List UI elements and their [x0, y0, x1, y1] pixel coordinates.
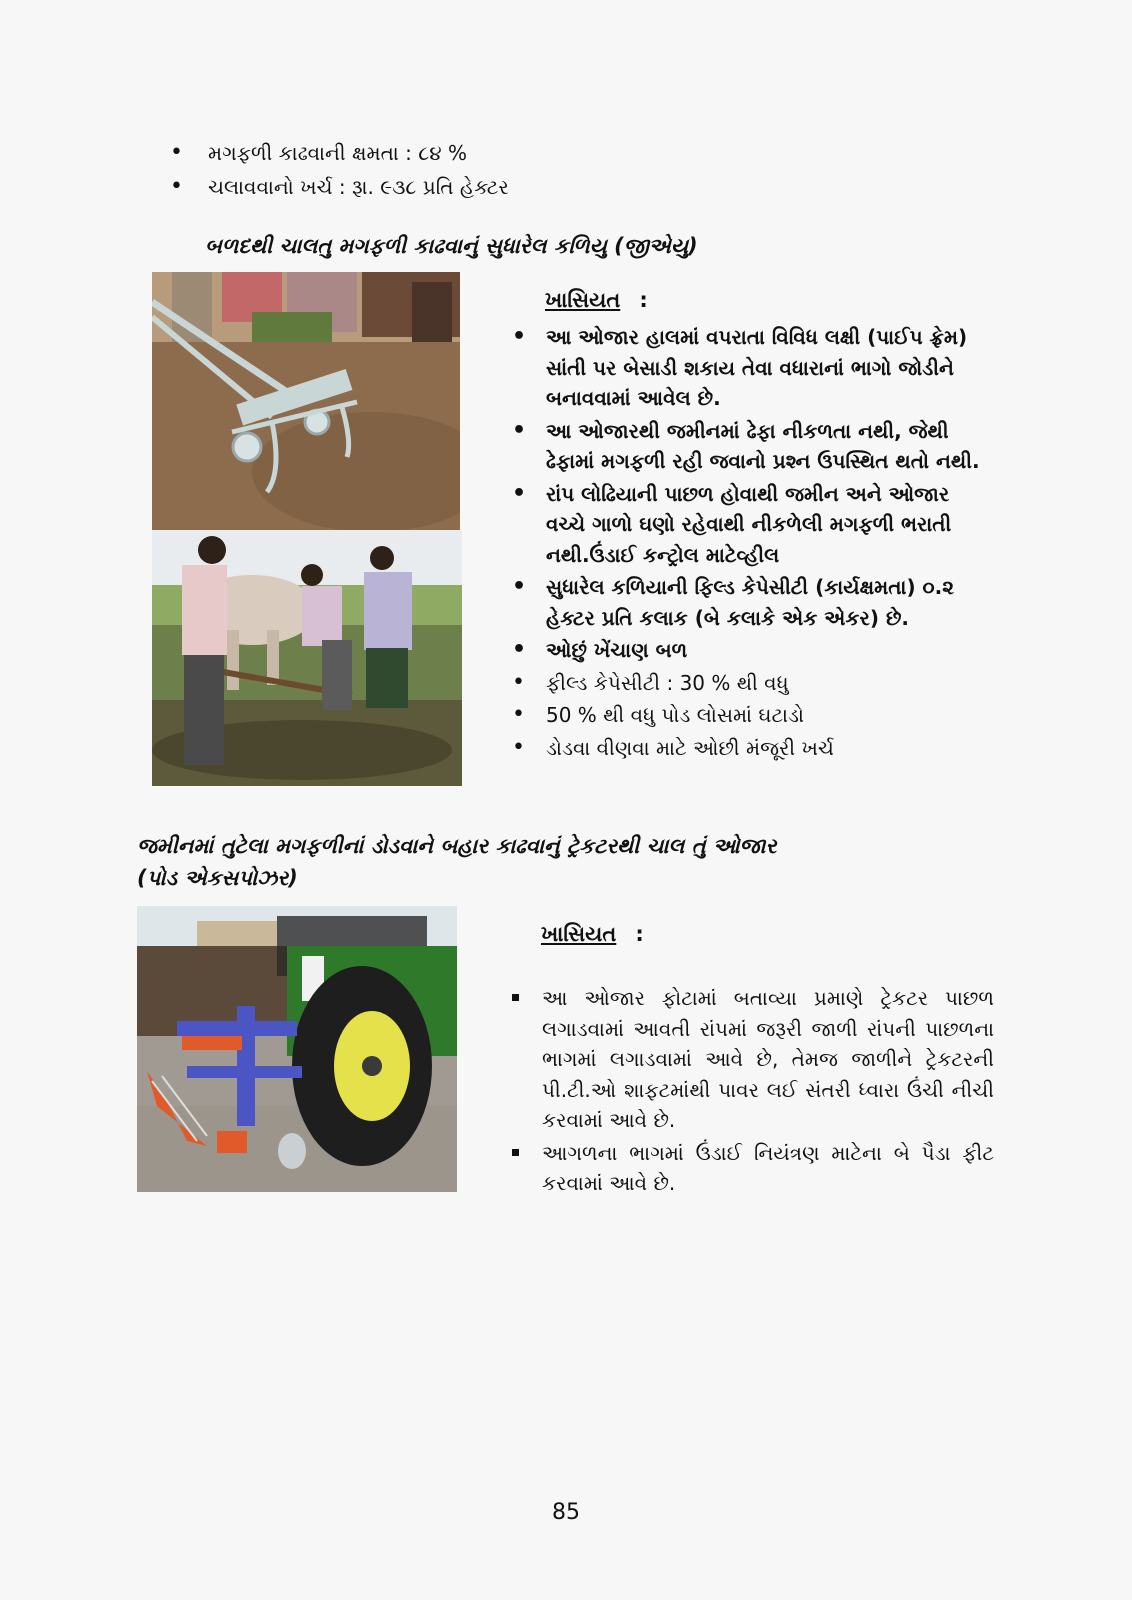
section1-features-colon: :: [639, 288, 648, 312]
feature-item: • ફીલ્ડ કેપેસીટી : 30 % થી વધુ: [512, 668, 982, 699]
feature-item: • ઓછું ખેંચાણ બળ: [512, 635, 982, 666]
feature-item: • 50 % થી વધુ પોડ લોસમાં ઘટાડો: [512, 700, 982, 731]
section2-heading: [137, 830, 957, 894]
field-photo: [152, 530, 462, 786]
feature-item: આગળના ભાગમાં ઉંડાઈ નિયંત્રણ માટેના બે પૈડા ફીટ કરવામાં આવે છે.: [508, 1138, 994, 1199]
bullet-harvest-efficiency: • મગફળી કાઢવાની ક્ષમતા : ૮૪ %: [170, 136, 770, 170]
section1-heading: બળદથી ચાલતુ મગફળી કાઢવાનું સુધારેલ કળિયુ (જીએયુ): [205, 234, 698, 258]
feature-item: • આ ઓજાર હાલમાં વપરાતા વિવિધ લક્ષી (પાઈપ ફ્રેમ) સાંતી પર બેસાડી શકાય તેવા વધારાનાં ભાગો જોડીને બનાવવામાં આવેલ છે.: [512, 322, 982, 414]
implement-photo: [152, 272, 460, 530]
page-number: 85: [552, 1500, 580, 1525]
section1-features-title: ખાસિયત: [545, 288, 621, 312]
section2-features-list: [508, 983, 994, 1201]
bullet-operating-cost: • ચલાવવાનો ખર્ચ : રૂા. ૯૩૮ પ્રતિ હેક્ટર: [170, 170, 770, 204]
feature-item: • સુધારેલ કળિયાની ફિલ્ડ કેપેસીટી (કાર્યક્ષમતા) ૦.૨ હેક્ટર પ્રતિ કલાક (બે કલાકે એક એકર) છે.: [512, 572, 982, 633]
section1-features-title-row: [545, 288, 648, 313]
feature-item: • ડોડવા વીણવા માટે ઓછી મંજૂરી ખર્ચ: [512, 733, 982, 764]
top-bullet-list: [170, 136, 770, 204]
section2-heading-line2: (પોડ એકસપોઝર): [137, 866, 298, 890]
feature-item: આ ઓજાર ફોટામાં બતાવ્યા પ્રમાણે ટ્રેકટર પાછળ લગાડવામાં આવતી રાંપમાં જરૂરી જાળી રાંપની પાછળના ભાગમાં લગાડવામાં આવે છે, તેમજ જાળીને ટ્રેકટરની પી.ટી.ઓ શાફટમાંથી પાવર લઈ સંતરી ધ્વારા ઉંચી નીચી કરવામાં આવે છે.: [508, 983, 994, 1136]
section1-features-list: [512, 322, 982, 765]
section2-heading-line1: જમીનમાં તુટેલા મગફળીનાં ડોડવાને બહાર કાઢવાનું ટ્રેકટરથી ચાલ તું ઓજાર: [137, 834, 777, 858]
section2-features-colon: :: [635, 922, 644, 946]
tractor-photo: [137, 906, 457, 1192]
feature-item: • રાંપ લોઢિયાની પાછળ હોવાથી જમીન અને ઓજાર વચ્ચે ગાળો ઘણો રહેવાથી નીકળેલી મગફળી ભરાતી નથી.ઉંડાઈ કન્ટ્રોલ માટેવ્હીલ: [512, 479, 982, 571]
section2-features-title-row: [541, 922, 644, 947]
section2-features-title: ખાસિયત: [541, 922, 617, 946]
feature-item: • આ ઓજારથી જમીનમાં ઢેફા નીકળતા નથી, જેથી ઢેફામાં મગફળી રહી જવાનો પ્રશ્ન ઉપસ્થિત થતો નથી.: [512, 416, 982, 477]
